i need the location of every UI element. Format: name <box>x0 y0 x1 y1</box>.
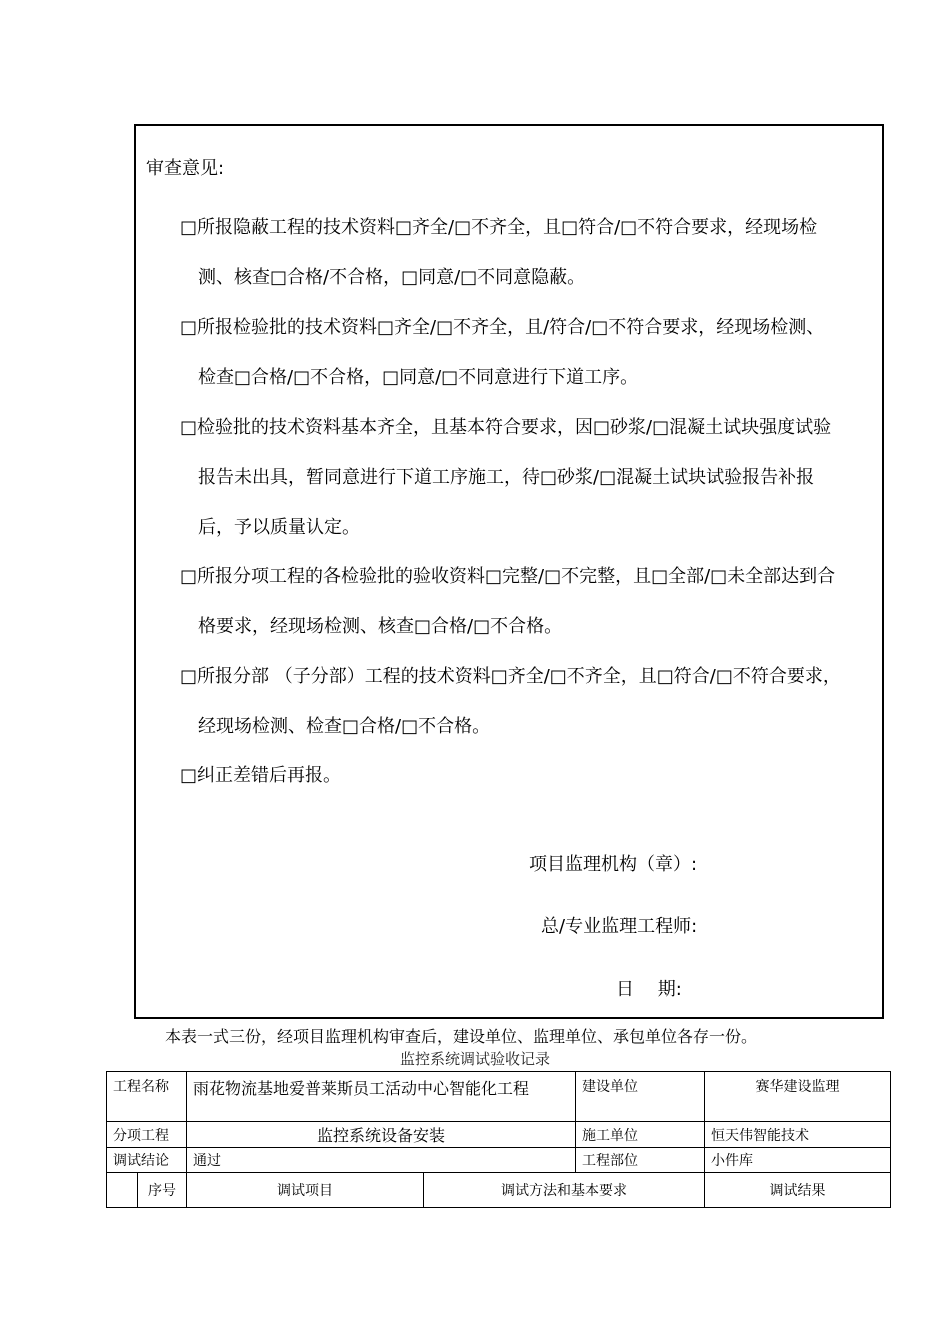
blank-cell <box>107 1173 138 1208</box>
option-line: □所报分项工程的各检验批的验收资料□完整/□不完整，且□全部/□未全部达到合 <box>180 566 836 587</box>
date-label: 日 期: <box>616 979 682 1000</box>
org-seal-label: 项目监理机构（章）: <box>529 854 698 875</box>
option-line: 格要求，经现场检测、核查□合格/□不合格。 <box>198 616 563 637</box>
subitem-value: 监控系统设备安装 <box>187 1122 576 1148</box>
option-basic-complete <box>180 403 880 553</box>
option-line: □所报分部 （子分部）工程的技术资料□齐全/□不齐全，且□符合/□不符合要求， <box>180 666 841 687</box>
option-line: □所报检验批的技术资料□齐全/□不齐全，且/符合/□不符合要求，经现场检测、 <box>180 317 825 338</box>
col-result-header: 调试结果 <box>705 1173 891 1208</box>
footnote: 本表一式三份，经项目监理机构审查后，建设单位、监理单位、承包单位各存一份。 <box>165 1027 758 1046</box>
table-row <box>107 1148 891 1173</box>
option-line: 检查□合格/□不合格，□同意/□不同意进行下道工序。 <box>198 367 639 388</box>
record-title: 监控系统调试验收记录 <box>399 1050 550 1068</box>
engineer-label: 总/专业监理工程师: <box>541 916 698 937</box>
site-value: 小件库 <box>705 1148 891 1173</box>
project-name-value: 雨花物流基地爱普莱斯员工活动中心智能化工程 <box>187 1072 576 1122</box>
review-title: 审查意见: <box>146 158 225 179</box>
project-name-label: 工程名称 <box>107 1072 187 1122</box>
debug-record-table <box>106 1071 891 1208</box>
option-line: 报告未出具，暂同意进行下道工序施工，待□砂浆/□混凝土试块试验报告补报 <box>198 467 815 488</box>
option-subitem <box>180 552 880 652</box>
table-row <box>107 1072 891 1122</box>
option-hidden-works <box>180 203 880 303</box>
option-inspection-lot <box>180 303 880 403</box>
option-line: □纠正差错后再报。 <box>180 765 342 786</box>
review-opinion-box <box>134 124 884 1019</box>
table-row <box>107 1122 891 1148</box>
site-label: 工程部位 <box>576 1148 705 1173</box>
builder-label: 建设单位 <box>576 1072 705 1122</box>
subitem-label: 分项工程 <box>107 1122 187 1148</box>
conclusion-value: 通过 <box>187 1148 576 1173</box>
option-line: 后，予以质量认定。 <box>198 517 360 538</box>
option-line: □所报隐蔽工程的技术资料□齐全/□不齐全，且□符合/□不符合要求，经现场检 <box>180 217 818 238</box>
table-header-row <box>107 1173 891 1208</box>
option-line: 经现场检测、检查□合格/□不合格。 <box>198 716 491 737</box>
option-line: □检验批的技术资料基本齐全，且基本符合要求，因□砂浆/□混凝土试块强度试验 <box>180 417 832 438</box>
option-line: 测、核查□合格/不合格，□同意/□不同意隐蔽。 <box>198 267 586 288</box>
col-seq-header: 序号 <box>138 1173 187 1208</box>
option-resubmit <box>180 751 880 801</box>
builder-value: 赛华建设监理 <box>705 1072 891 1122</box>
option-division <box>180 652 880 752</box>
contractor-value: 恒天伟智能技术 <box>705 1122 891 1148</box>
contractor-label: 施工单位 <box>576 1122 705 1148</box>
col-item-header: 调试项目 <box>187 1173 424 1208</box>
conclusion-label: 调试结论 <box>107 1148 187 1173</box>
col-method-header: 调试方法和基本要求 <box>424 1173 705 1208</box>
